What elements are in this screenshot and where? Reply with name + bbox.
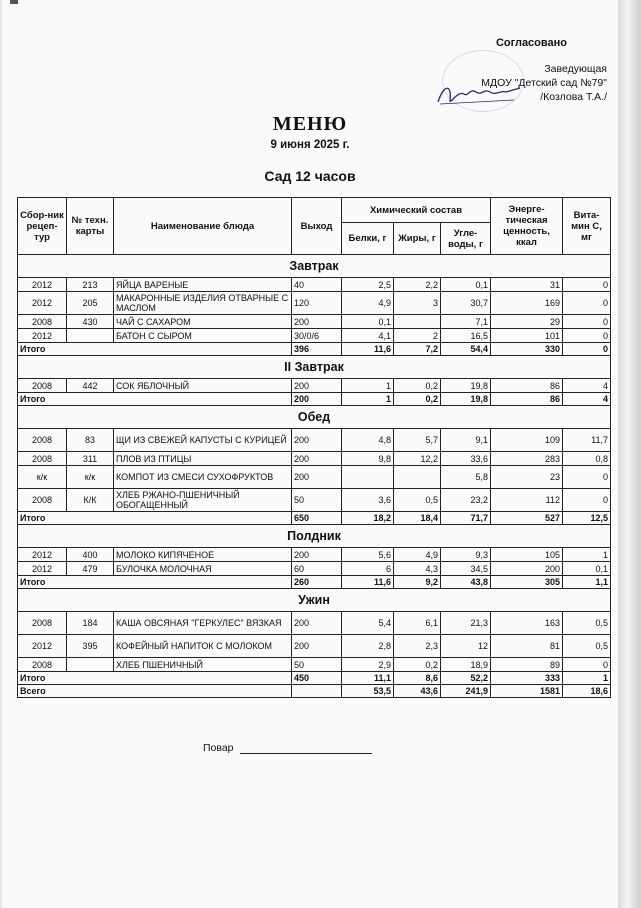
total-protein: 18,2 xyxy=(342,512,394,525)
fat-value: 4,3 xyxy=(394,562,441,576)
total-protein: 11,1 xyxy=(342,672,394,685)
total-energy: 330 xyxy=(491,343,563,356)
cook-line xyxy=(240,743,372,754)
section-title: II Завтрак xyxy=(18,356,611,379)
total-vitamin-c: 1,1 xyxy=(563,576,611,589)
vitamin-c-value: 1 xyxy=(563,548,611,562)
recipe-collection: 2012 xyxy=(18,635,67,658)
total-energy: 86 xyxy=(491,393,563,406)
grand-total-label: Всего xyxy=(18,685,292,698)
fat-value: 2,3 xyxy=(394,635,441,658)
tech-card-number: 83 xyxy=(67,429,114,452)
dish-yield: 30/0/6 xyxy=(292,329,342,343)
dish-yield: 60 xyxy=(292,562,342,576)
carbs-value: 33,6 xyxy=(441,452,491,466)
grand-total-energy: 1581 xyxy=(491,685,563,698)
energy-value: 283 xyxy=(491,452,563,466)
protein-value: 2,9 xyxy=(342,658,394,672)
tech-card-number: 184 xyxy=(67,612,114,635)
recipe-collection: к/к xyxy=(18,466,67,489)
total-yield: 650 xyxy=(292,512,342,525)
fat-value: 3 xyxy=(394,292,441,315)
recipe-collection: 2008 xyxy=(18,452,67,466)
tech-card-number: 442 xyxy=(67,379,114,393)
dish-name: ХЛЕБ РЖАНО-ПШЕНИЧНЫЙ ОБОГАЩЕННЫЙ xyxy=(114,489,292,512)
dish-name: МАКАРОННЫЕ ИЗДЕЛИЯ ОТВАРНЫЕ С МАСЛОМ xyxy=(114,292,292,315)
tech-card-number: 205 xyxy=(67,292,114,315)
col-energy: Энерге-тическая ценность, ккал xyxy=(491,198,563,255)
vitamin-c-value: 0 xyxy=(563,489,611,512)
approval-org: МДОУ "Детский сад №79" xyxy=(481,77,607,89)
recipe-collection: 2012 xyxy=(18,562,67,576)
table-row xyxy=(18,635,611,658)
carbs-value: 18,9 xyxy=(441,658,491,672)
total-carbs: 71,7 xyxy=(441,512,491,525)
approval-position: Заведующая xyxy=(544,63,607,75)
vitamin-c-value: 0,1 xyxy=(563,562,611,576)
total-carbs: 54,4 xyxy=(441,343,491,356)
energy-value: 109 xyxy=(491,429,563,452)
total-yield: 260 xyxy=(292,576,342,589)
energy-value: 163 xyxy=(491,612,563,635)
carbs-value: 5,8 xyxy=(441,466,491,489)
grand-total-yield xyxy=(292,685,342,698)
dish-name: ЯЙЦА ВАРЕНЫЕ xyxy=(114,278,292,292)
fat-value xyxy=(394,466,441,489)
recipe-collection: 2008 xyxy=(18,612,67,635)
section-title: Ужин xyxy=(18,589,611,612)
protein-value: 6 xyxy=(342,562,394,576)
dish-name: КОФЕЙНЫЙ НАПИТОК С МОЛОКОМ xyxy=(114,635,292,658)
total-label: Итого xyxy=(18,343,292,356)
vitamin-c-value: 0,5 xyxy=(563,635,611,658)
vitamin-c-value: 0 xyxy=(563,278,611,292)
menu-table xyxy=(17,197,611,698)
tech-card-number xyxy=(67,658,114,672)
vitamin-c-value: 0 xyxy=(563,466,611,489)
tech-card-number: 479 xyxy=(67,562,114,576)
col-collection: Сбор-ник рецеп-тур xyxy=(18,198,67,255)
tech-card-number: 311 xyxy=(67,452,114,466)
document-page xyxy=(2,0,618,908)
recipe-collection: 2012 xyxy=(18,292,67,315)
vitamin-c-value: 0,8 xyxy=(563,452,611,466)
vitamin-c-value: 0,5 xyxy=(563,612,611,635)
dish-name: СОК ЯБЛОЧНЫЙ xyxy=(114,379,292,393)
total-energy: 527 xyxy=(491,512,563,525)
scan-edge xyxy=(618,0,641,908)
dish-yield: 120 xyxy=(292,292,342,315)
grand-total-protein: 53,5 xyxy=(342,685,394,698)
group-title: Сад 12 часов xyxy=(264,168,356,184)
protein-value: 5,6 xyxy=(342,548,394,562)
table-row xyxy=(18,379,611,393)
total-fat: 9,2 xyxy=(394,576,441,589)
grand-total-row xyxy=(18,685,611,698)
table-row xyxy=(18,315,611,329)
tech-card-number: 400 xyxy=(67,548,114,562)
menu-body xyxy=(18,255,611,698)
dish-yield: 200 xyxy=(292,315,342,329)
dish-name: МОЛОКО КИПЯЧЕНОЕ xyxy=(114,548,292,562)
table-row xyxy=(18,329,611,343)
tech-card-number: к/к xyxy=(67,466,114,489)
total-carbs: 43,8 xyxy=(441,576,491,589)
recipe-collection: 2008 xyxy=(18,489,67,512)
dish-yield: 50 xyxy=(292,658,342,672)
dish-name: ПЛОВ ИЗ ПТИЦЫ xyxy=(114,452,292,466)
protein-value: 4,1 xyxy=(342,329,394,343)
vitamin-c-value: 0 xyxy=(563,292,611,315)
vitamin-c-value: 0 xyxy=(563,658,611,672)
menu-title: МЕНЮ xyxy=(272,113,348,135)
tech-card-number xyxy=(67,329,114,343)
section-title: Завтрак xyxy=(18,255,611,278)
total-fat: 8,6 xyxy=(394,672,441,685)
dish-yield: 200 xyxy=(292,452,342,466)
protein-value: 4,8 xyxy=(342,429,394,452)
total-label: Итого xyxy=(18,576,292,589)
carbs-value: 9,3 xyxy=(441,548,491,562)
table-row xyxy=(18,278,611,292)
total-protein: 11,6 xyxy=(342,576,394,589)
approval-title: Согласовано xyxy=(495,37,567,49)
approval-name: /Козлова Т.А./ xyxy=(540,91,607,103)
energy-value: 169 xyxy=(491,292,563,315)
approval-block xyxy=(447,36,607,104)
tech-card-number: 430 xyxy=(67,315,114,329)
grand-total-fat: 43,6 xyxy=(394,685,441,698)
scan-mark xyxy=(10,0,18,4)
dish-yield: 200 xyxy=(292,635,342,658)
total-fat: 18,4 xyxy=(394,512,441,525)
total-label: Итого xyxy=(18,672,292,685)
table-row xyxy=(18,292,611,315)
fat-value: 2 xyxy=(394,329,441,343)
vitamin-c-value: 0 xyxy=(563,315,611,329)
section-header-row xyxy=(18,589,611,612)
col-dish: Наименование блюда xyxy=(114,198,292,255)
total-row xyxy=(18,343,611,356)
dish-name: ЧАЙ С САХАРОМ xyxy=(114,315,292,329)
total-protein: 1 xyxy=(342,393,394,406)
tech-card-number: 395 xyxy=(67,635,114,658)
total-row xyxy=(18,576,611,589)
grand-total-carbs: 241,9 xyxy=(441,685,491,698)
total-yield: 200 xyxy=(292,393,342,406)
menu-date: 9 июня 2025 г. xyxy=(270,139,350,151)
total-row xyxy=(18,393,611,406)
fat-value: 0,5 xyxy=(394,489,441,512)
fat-value: 2,2 xyxy=(394,278,441,292)
carbs-value: 9,1 xyxy=(441,429,491,452)
vitamin-c-value: 11,7 xyxy=(563,429,611,452)
carbs-value: 0,1 xyxy=(441,278,491,292)
col-carbs: Угле-воды, г xyxy=(441,223,491,255)
dish-yield: 200 xyxy=(292,548,342,562)
recipe-collection: 2012 xyxy=(18,278,67,292)
section-header-row xyxy=(18,406,611,429)
col-vitc: Вита-мин С, мг xyxy=(563,198,611,255)
dish-name: БАТОН С СЫРОМ xyxy=(114,329,292,343)
protein-value: 2,8 xyxy=(342,635,394,658)
total-yield: 396 xyxy=(292,343,342,356)
protein-value xyxy=(342,466,394,489)
total-row xyxy=(18,512,611,525)
total-yield: 450 xyxy=(292,672,342,685)
total-label: Итого xyxy=(18,512,292,525)
recipe-collection: 2008 xyxy=(18,315,67,329)
tech-card-number: К/К xyxy=(67,489,114,512)
total-row xyxy=(18,672,611,685)
total-energy: 333 xyxy=(491,672,563,685)
section-header-row xyxy=(18,525,611,548)
section-title: Полдник xyxy=(18,525,611,548)
table-row xyxy=(18,548,611,562)
col-fat: Жиры, г xyxy=(394,223,441,255)
energy-value: 81 xyxy=(491,635,563,658)
protein-value: 9,8 xyxy=(342,452,394,466)
cook-signature-line xyxy=(203,742,372,754)
protein-value: 4,9 xyxy=(342,292,394,315)
energy-value: 29 xyxy=(491,315,563,329)
energy-value: 101 xyxy=(491,329,563,343)
grand-total-vitamin-c: 18,6 xyxy=(563,685,611,698)
table-row xyxy=(18,429,611,452)
vitamin-c-value: 4 xyxy=(563,379,611,393)
total-vitamin-c: 1 xyxy=(563,672,611,685)
recipe-collection: 2008 xyxy=(18,658,67,672)
dish-yield: 200 xyxy=(292,429,342,452)
carbs-value: 12 xyxy=(441,635,491,658)
energy-value: 86 xyxy=(491,379,563,393)
fat-value: 4,9 xyxy=(394,548,441,562)
carbs-value: 23,2 xyxy=(441,489,491,512)
fat-value: 6,1 xyxy=(394,612,441,635)
recipe-collection: 2012 xyxy=(18,329,67,343)
cook-label: Повар xyxy=(203,742,234,754)
protein-value: 0,1 xyxy=(342,315,394,329)
carbs-value: 19,8 xyxy=(441,379,491,393)
dish-name: БУЛОЧКА МОЛОЧНАЯ xyxy=(114,562,292,576)
protein-value: 5,4 xyxy=(342,612,394,635)
energy-value: 23 xyxy=(491,466,563,489)
energy-value: 31 xyxy=(491,278,563,292)
recipe-collection: 2008 xyxy=(18,379,67,393)
protein-value: 2,5 xyxy=(342,278,394,292)
dish-yield: 200 xyxy=(292,466,342,489)
total-carbs: 52,2 xyxy=(441,672,491,685)
carbs-value: 30,7 xyxy=(441,292,491,315)
fat-value xyxy=(394,315,441,329)
energy-value: 89 xyxy=(491,658,563,672)
total-carbs: 19,8 xyxy=(441,393,491,406)
carbs-value: 7,1 xyxy=(441,315,491,329)
table-row xyxy=(18,452,611,466)
section-title: Обед xyxy=(18,406,611,429)
total-vitamin-c: 4 xyxy=(563,393,611,406)
carbs-value: 34,5 xyxy=(441,562,491,576)
total-energy: 305 xyxy=(491,576,563,589)
total-vitamin-c: 12,5 xyxy=(563,512,611,525)
total-label: Итого xyxy=(18,393,292,406)
fat-value: 5,7 xyxy=(394,429,441,452)
fat-value: 0,2 xyxy=(394,379,441,393)
energy-value: 112 xyxy=(491,489,563,512)
carbs-value: 16,5 xyxy=(441,329,491,343)
vitamin-c-value: 0 xyxy=(563,329,611,343)
fat-value: 12,2 xyxy=(394,452,441,466)
total-vitamin-c: 0 xyxy=(563,343,611,356)
recipe-collection: 2012 xyxy=(18,548,67,562)
dish-name: ХЛЕБ ПШЕНИЧНЫЙ xyxy=(114,658,292,672)
table-row xyxy=(18,489,611,512)
energy-value: 105 xyxy=(491,548,563,562)
table-row xyxy=(18,658,611,672)
tech-card-number: 213 xyxy=(67,278,114,292)
protein-value: 1 xyxy=(342,379,394,393)
recipe-collection: 2008 xyxy=(18,429,67,452)
dish-yield: 40 xyxy=(292,278,342,292)
dish-yield: 200 xyxy=(292,612,342,635)
energy-value: 200 xyxy=(491,562,563,576)
dish-yield: 50 xyxy=(292,489,342,512)
col-protein: Белки, г xyxy=(342,223,394,255)
col-yield: Выход xyxy=(292,198,342,255)
total-fat: 7,2 xyxy=(394,343,441,356)
dish-yield: 200 xyxy=(292,379,342,393)
protein-value: 3,6 xyxy=(342,489,394,512)
dish-name: КАША ОВСЯНАЯ "ГЕРКУЛЕС" ВЯЗКАЯ xyxy=(114,612,292,635)
table-row xyxy=(18,466,611,489)
table-row xyxy=(18,562,611,576)
total-protein: 11,6 xyxy=(342,343,394,356)
section-header-row xyxy=(18,356,611,379)
dish-name: ЩИ ИЗ СВЕЖЕЙ КАПУСТЫ С КУРИЦЕЙ xyxy=(114,429,292,452)
section-header-row xyxy=(18,255,611,278)
fat-value: 0,2 xyxy=(394,658,441,672)
carbs-value: 21,3 xyxy=(441,612,491,635)
table-row xyxy=(18,612,611,635)
total-fat: 0,2 xyxy=(394,393,441,406)
col-chem: Химический состав xyxy=(342,198,491,223)
dish-name: КОМПОТ ИЗ СМЕСИ СУХОФРУКТОВ xyxy=(114,466,292,489)
col-card: № техн. карты xyxy=(67,198,114,255)
